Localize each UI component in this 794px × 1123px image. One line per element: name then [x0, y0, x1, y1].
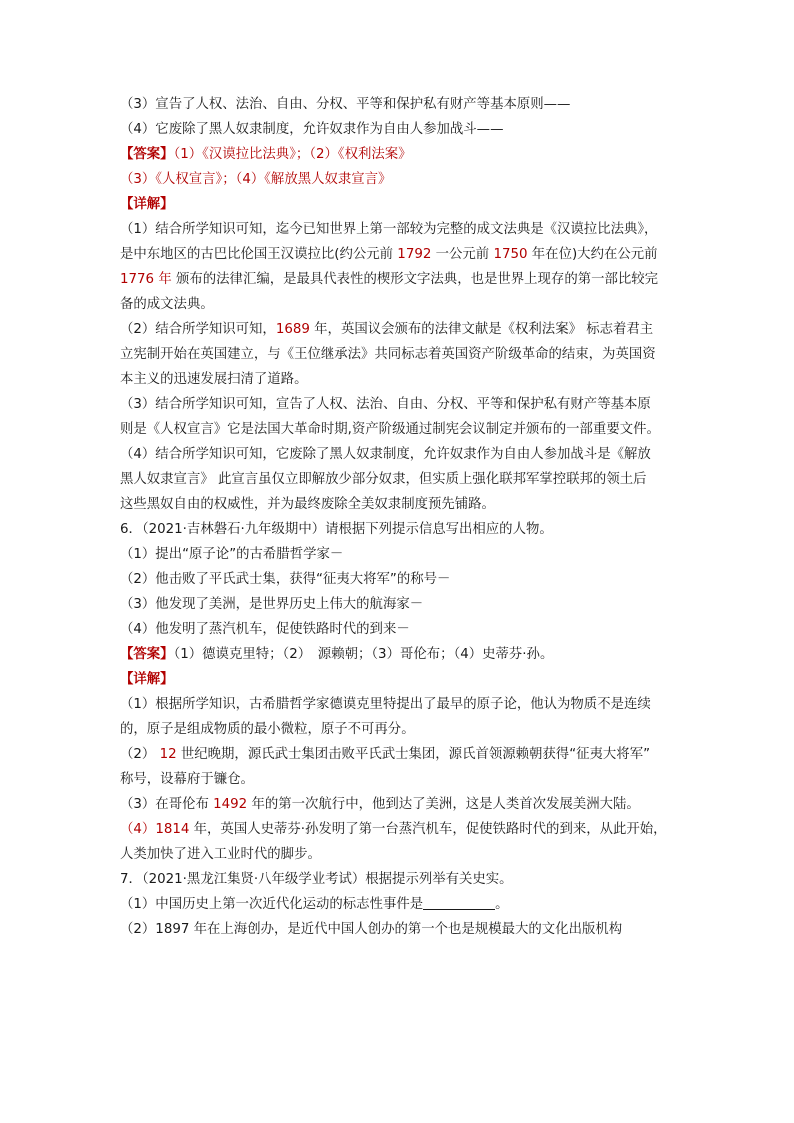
q6-detail-1-line-1: （1）根据所学知识，古希腊哲学家德谟克里特提出了最早的原子论，他认为物质不是连续 [120, 697, 651, 712]
q5-detail-3-line-2: 则是《人权宣言》它是法国大革命时期,资产阶级通过制宪会议制定并颁布的一部重要文件。 [120, 422, 660, 437]
q6-item-2: （2）他击败了平氏武士集，获得“征夷大将军”的称号－ [120, 572, 451, 587]
q5-detail-4-line-3: 这些黑奴自由的权威性，并为最终废除全美奴隶制度预先铺路。 [120, 497, 495, 512]
q7-title: 7．（2021·黑龙江集贤·八年级学业考试）根据提示列举有关史实。 [120, 872, 513, 887]
q6-answer: 【答案】（1）德谟克里特；（2） 源赖朝；（3）哥伦布；（4）史蒂芬·孙。 [120, 647, 554, 662]
q7-item-1: （1）中国历史上第一次近代化运动的标志性事件是 。 [120, 897, 509, 912]
q5-answer-line-2: （3）《人权宣言》；（4）《解放黑人奴隶宣言》 [120, 172, 392, 187]
q5-item-3: （3）宣告了人权、法治、自由、分权、平等和保护私有财产等基本原则—— [120, 97, 571, 112]
q5-detail-tag: 【详解】 [120, 197, 174, 212]
q5-detail-2-line-2: 立宪制开始在英国建立，与《王位继承法》共同标志着英国资产阶级革命的结束，为英国资 [120, 347, 656, 362]
q6-title: 6．（2021·吉林磐石·九年级期中）请根据下列提示信息写出相应的人物。 [120, 522, 553, 537]
q5-detail-3-line-1: （3）结合所学知识可知，宣告了人权、法治、自由、分权、平等和保护私有财产等基本原 [120, 397, 651, 412]
q5-detail-2-line-3: 本主义的迅速发展扫清了道路。 [120, 372, 308, 387]
q5-answer-line-1: 【答案】（1）《汉谟拉比法典》；（2）《权利法案》 [120, 147, 412, 162]
q5-detail-4-line-2: 黑人奴隶宣言》 此宣言虽仅立即解放少部分奴隶，但实质上强化联邦军掌控联邦的领土后 [120, 472, 647, 487]
q5-detail-4-line-1: （4）结合所学知识可知，它废除了黑人奴隶制度，允许奴隶作为自由人参加战斗是《解放 [120, 447, 651, 462]
answer-tag: 【答案】 [120, 647, 174, 662]
answer-tag: 【答案】 [120, 147, 174, 162]
q5-detail-1-line-4: 备的成文法典。 [120, 297, 214, 312]
q5-detail-2-line-1: （2）结合所学知识可知，1689 年，英国议会颁布的法律文献是《权利法案》 标志着君主 [120, 322, 654, 337]
q6-detail-tag: 【详解】 [120, 672, 174, 687]
q6-detail-4-line-2: 人类加快了进入工业时代的脚步。 [120, 847, 321, 862]
q6-item-1: （1）提出“原子论”的古希腊哲学家－ [120, 547, 344, 562]
document-content [120, 92, 675, 942]
q6-detail-3: （3）在哥伦布 1492 年的第一次航行中，他到达了美洲，这是人类首次发展美洲大陆。 [120, 797, 640, 812]
q5-item-4: （4）它废除了黑人奴隶制度，允许奴隶作为自由人参加战斗—— [120, 122, 504, 137]
answer-blank [423, 895, 495, 910]
q6-item-3: （3）他发现了美洲，是世界历史上伟大的航海家－ [120, 597, 424, 612]
q5-detail-1-line-2: 是中东地区的古巴比伦国王汉谟拉比(约公元前 1792 一公元前 1750 年在位)大约在公元前 [120, 247, 658, 262]
q7-item-2: （2）1897 年在上海创办，是近代中国人创办的第一个也是规模最大的文化出版机构 [120, 922, 623, 937]
q6-detail-2-line-1: （2） 12 世纪晚期，源氏武士集团击败平氏武士集团，源氏首领源赖朝获得“征夷大将军” [120, 747, 651, 762]
q6-detail-2-line-2: 称号，设幕府于镰仓。 [120, 772, 254, 787]
q6-detail-4-line-1: （4）1814 年，英国人史蒂芬·孙发明了第一台蒸汽机车，促使铁路时代的到来，从此开始， [120, 822, 667, 837]
q5-detail-1-line-1: （1）结合所学知识可知，迄今已知世界上第一部较为完整的成文法典是《汉谟拉比法典》， [120, 222, 658, 237]
q6-item-4: （4）他发明了蒸汽机车，促使铁路时代的到来－ [120, 622, 410, 637]
q6-detail-1-line-2: 的，原子是组成物质的最小微粒，原子不可再分。 [120, 722, 415, 737]
q5-detail-1-line-3: 1776 年 颁布的法律汇编，是最具代表性的楔形文字法典，也是世界上现存的第一部比较完 [120, 272, 659, 287]
